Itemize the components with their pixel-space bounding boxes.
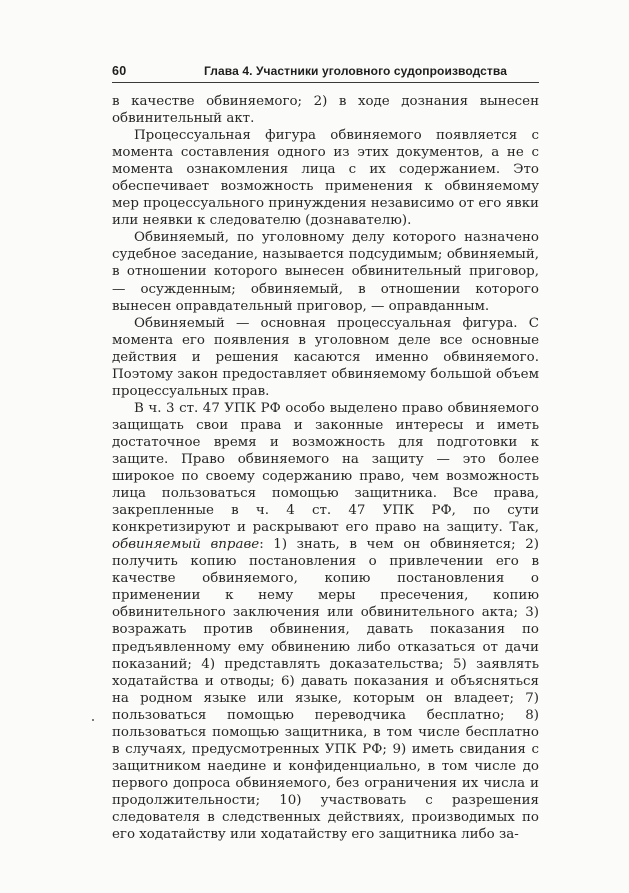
page-number: 60 (112, 64, 127, 78)
running-header (112, 62, 539, 83)
book-page (112, 62, 539, 872)
chapter-title: Глава 4. Участники уголовного судопроизводства (204, 64, 508, 78)
paragraph-continuation: в качестве обвиняемого; 2) в ходе дознания вынесен обвинительный акт. (112, 94, 539, 127)
rights-intro-text: В ч. 3 ст. 47 УПК РФ особо выделено право обвиняемого защищать свои права и законные интересы и иметь достаточное время и возможность для подготовки к защите. Право обвиняемого на защиту — это более широкое по своему содержанию право, чем возможность лица пользоваться помощью защитника. Все права, закрепленные в ч. 4 ст. 47 УПК РФ, по сути конкретизируют и раскрывают его право на защиту. Так, (112, 400, 539, 536)
rights-list-text: : 1) знать, в чем он обвиняется; 2) получить копию постановления о привлечении его в качестве обвиняемого, копию постановления о применении к нему меры пресечения, копию обвинительного заключения или обвинительного акта; 3) возражать против обвинения, давать показания по предъявленному ему обвинению либо отказаться от дачи показаний; 4) представлять доказательства; 5) заявлять ходатайства и отводы; 6) давать показания и объясняться на родном языке или языке, которым он владеет; 7) пользоваться помощью переводчика бесплатно; 8) пользоваться помощью защитника, в том числе бесплатно в случаях, предусмотренных УПК РФ; 9) иметь свидания с защитником наедине и конфиденциально, в том числе до первого допроса обвиняемого, без ограничения их числа и продолжительности; 10) участвовать с разрешения следователя в следственных действиях, производимых по его ходатайству или ходатайству его защитника либо за- (112, 537, 539, 843)
paragraph-rights (112, 400, 539, 843)
margin-speck (92, 719, 94, 721)
paragraph-defendant-terms: Обвиняемый, по уголовному делу которого назначено судебное заседание, называется подсудимым; обвиняемый, в отношении которого вынесен обвинительный приговор, — осужденным; обвиняемый, в отношении которого вынесен оправдательный приговор, — оправданным. (112, 230, 539, 314)
body-text (112, 93, 539, 843)
paragraph-accused-figure: Процессуальная фигура обвиняемого появляется с момента составления одного из этих документов, а не с момента ознакомления лица с их содержанием. Это обеспечивает возможность применения к обвиняемому мер процессуального принуждения независимо от его явки или неявки к следователю (дознавателю). (112, 128, 539, 229)
paragraph-main-figure: Обвиняемый — основная процессуальная фигура. С момента его появления в уголовном деле все основные действия и решения касаются именно обвиняемого. Поэтому закон предоставляет обвиняемому большой объем процессуальных прав. (112, 315, 539, 399)
rights-italic-term: обвиняемый вправе (112, 537, 260, 553)
